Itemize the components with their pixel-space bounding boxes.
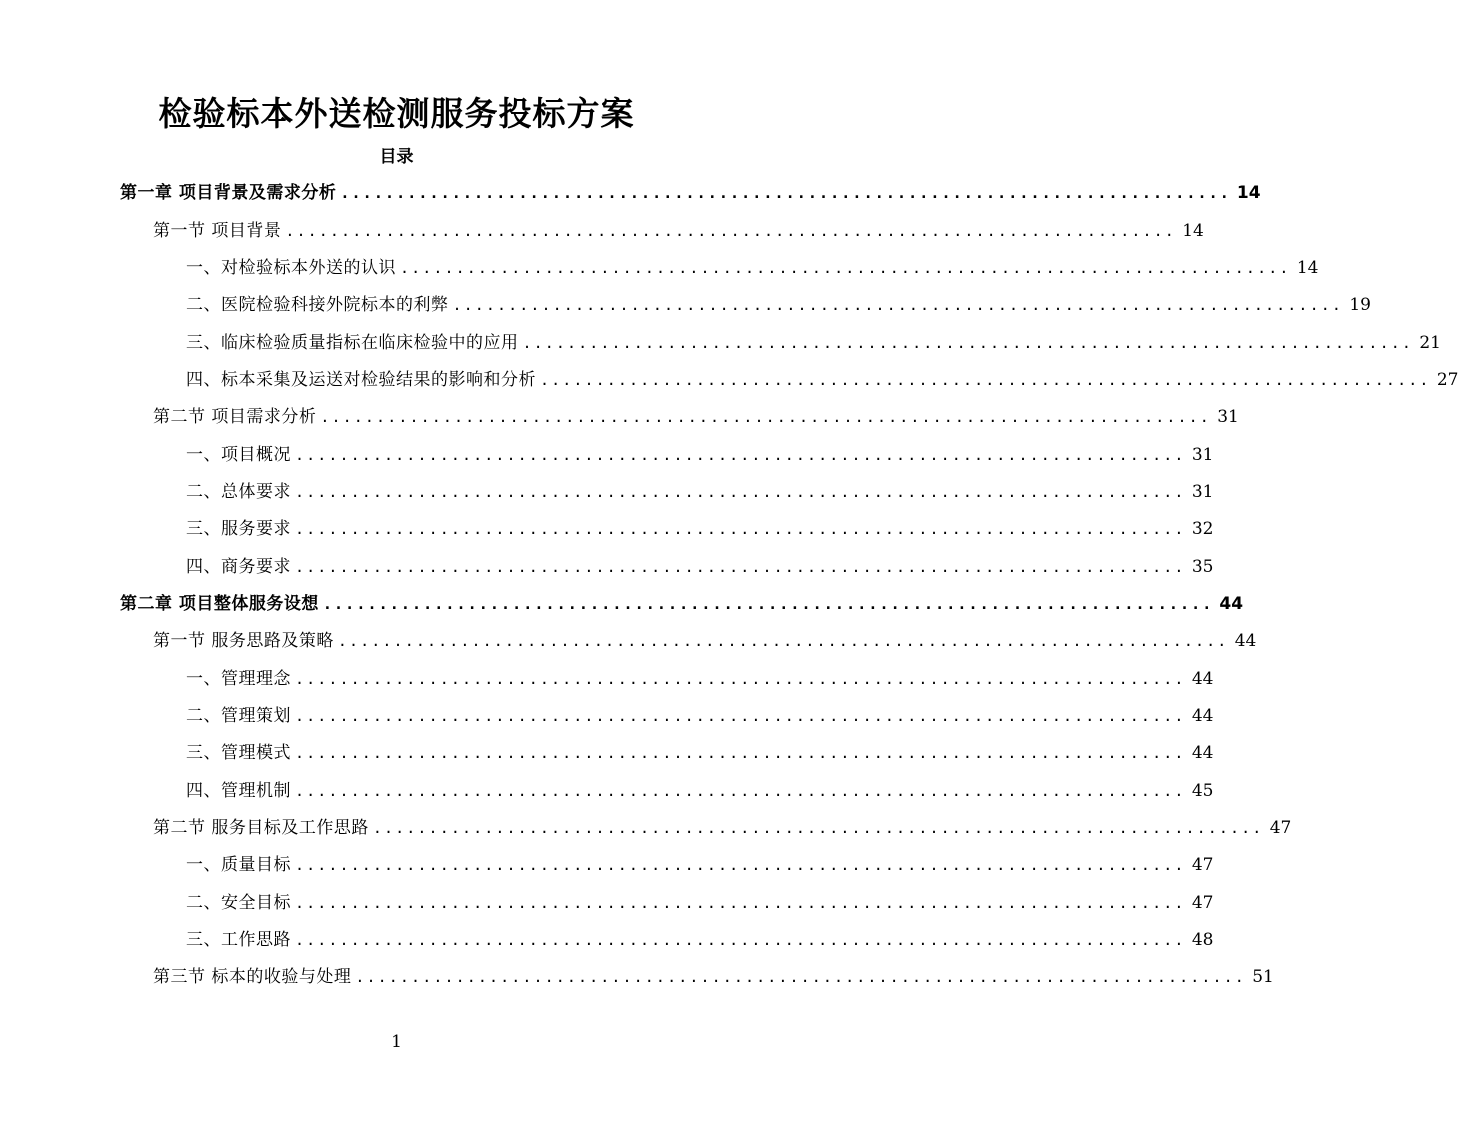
toc-entry-subsection[interactable] — [0, 436, 1214, 473]
toc-entry-page: 47 — [1191, 855, 1214, 876]
toc-entry-page: 31 — [1191, 481, 1214, 502]
toc-entry-page: 14 — [1236, 183, 1261, 204]
toc-dot-leader: ................................................................................ — [295, 520, 1186, 539]
toc-entry-section[interactable] — [0, 399, 1239, 436]
toc-dot-leader: ................................................................................ — [295, 706, 1186, 725]
toc-dot-leader: ................................................................................ — [322, 594, 1214, 613]
toc-dot-leader: ................................................................................ — [295, 931, 1186, 950]
toc-dot-leader: ................................................................................ — [295, 445, 1186, 464]
toc-dot-leader: ................................................................................ — [295, 482, 1186, 501]
toc-dot-leader: ................................................................................ — [295, 744, 1186, 763]
toc-entry-page: 44 — [1191, 668, 1214, 689]
toc-entry-label: 四、商务要求 — [186, 556, 291, 577]
toc-entry-label: 一、质量目标 — [186, 855, 291, 876]
toc-entry-label: 第二章 项目整体服务设想 — [120, 593, 319, 614]
toc-dot-leader: ................................................................................ — [355, 968, 1246, 987]
toc-entry-page: 21 — [1419, 332, 1441, 353]
table-of-contents — [0, 175, 1458, 997]
toc-entry-label: 二、安全目标 — [186, 892, 291, 913]
toc-entry-label: 二、医院检验科接外院标本的利弊 — [186, 295, 449, 316]
toc-dot-leader: ................................................................................ — [295, 669, 1186, 688]
toc-dot-leader: ................................................................................ — [340, 184, 1231, 203]
toc-dot-leader: ................................................................................ — [295, 893, 1186, 912]
toc-entry-label: 一、项目概况 — [186, 444, 291, 465]
toc-entry-section[interactable] — [0, 212, 1204, 249]
toc-heading: 目录 — [379, 147, 414, 167]
toc-dot-leader: ................................................................................ — [295, 557, 1186, 576]
toc-dot-leader: ................................................................................ — [320, 408, 1211, 427]
toc-entry-label: 三、工作思路 — [186, 930, 291, 951]
toc-entry-subsection[interactable] — [0, 885, 1214, 922]
toc-entry-page: 19 — [1349, 295, 1371, 316]
toc-entry-page: 31 — [1191, 444, 1214, 465]
toc-entry-label: 一、管理理念 — [186, 668, 291, 689]
toc-entry-label: 四、标本采集及运送对检验结果的影响和分析 — [186, 369, 536, 390]
toc-dot-leader: ................................................................................ — [372, 819, 1264, 838]
toc-dot-leader: ................................................................................ — [295, 856, 1186, 875]
toc-entry-subsection[interactable] — [0, 287, 1371, 324]
toc-dot-leader: ................................................................................ — [285, 221, 1176, 240]
toc-entry-chapter[interactable] — [0, 586, 1244, 623]
toc-entry-page: 32 — [1191, 519, 1214, 540]
toc-entry-label: 第三节 标本的收验与处理 — [153, 967, 352, 988]
toc-entry-subsection[interactable] — [0, 362, 1458, 399]
toc-entry-label: 第一章 项目背景及需求分析 — [120, 183, 337, 204]
toc-entry-label: 四、管理机制 — [186, 780, 291, 801]
toc-entry-label: 第一节 服务思路及策略 — [153, 631, 334, 652]
toc-dot-leader: ................................................................................ — [522, 333, 1413, 352]
toc-entry-page: 27 — [1436, 369, 1458, 390]
toc-entry-page: 48 — [1191, 930, 1214, 951]
toc-entry-subsection[interactable] — [0, 735, 1214, 772]
toc-entry-page: 14 — [1296, 257, 1319, 278]
toc-entry-page: 47 — [1191, 892, 1214, 913]
toc-entry-page: 35 — [1191, 556, 1214, 577]
toc-entry-page: 51 — [1252, 967, 1274, 988]
toc-dot-leader: ................................................................................ — [400, 258, 1291, 277]
toc-entry-subsection[interactable] — [0, 698, 1214, 735]
toc-entry-subsection[interactable] — [0, 511, 1214, 548]
toc-entry-label: 第一节 项目背景 — [153, 220, 282, 241]
toc-entry-page: 47 — [1269, 818, 1292, 839]
toc-entry-page: 44 — [1191, 705, 1214, 726]
toc-entry-subsection[interactable] — [0, 847, 1214, 884]
toc-dot-leader: ................................................................................ — [452, 296, 1343, 315]
toc-entry-label: 三、临床检验质量指标在临床检验中的应用 — [186, 332, 519, 353]
toc-entry-subsection[interactable] — [0, 660, 1214, 697]
toc-entry-subsection[interactable] — [0, 474, 1214, 511]
toc-entry-subsection[interactable] — [0, 922, 1214, 959]
toc-entry-page: 44 — [1219, 593, 1244, 614]
toc-entry-section[interactable] — [0, 959, 1274, 996]
toc-entry-subsection[interactable] — [0, 548, 1214, 585]
toc-entry-subsection[interactable] — [0, 773, 1214, 810]
toc-entry-label: 三、管理模式 — [186, 743, 291, 764]
toc-entry-label: 二、管理策划 — [186, 705, 291, 726]
toc-entry-label: 第二节 服务目标及工作思路 — [153, 818, 369, 839]
toc-entry-subsection[interactable] — [0, 250, 1319, 287]
document-title: 检验标本外送检测服务投标方案 — [158, 94, 635, 133]
toc-entry-page: 44 — [1191, 743, 1214, 764]
toc-dot-leader: ................................................................................ — [540, 370, 1431, 389]
toc-entry-label: 三、服务要求 — [186, 519, 291, 540]
toc-entry-label: 第二节 项目需求分析 — [153, 407, 317, 428]
toc-entry-label: 一、对检验标本外送的认识 — [186, 257, 396, 278]
toc-entry-section[interactable] — [0, 623, 1257, 660]
toc-dot-leader: ................................................................................ — [337, 632, 1229, 651]
toc-entry-page: 44 — [1234, 631, 1257, 652]
toc-entry-chapter[interactable] — [0, 175, 1261, 212]
toc-entry-page: 45 — [1191, 780, 1214, 801]
page-number: 1 — [391, 1032, 402, 1052]
toc-entry-page: 31 — [1217, 407, 1239, 428]
toc-entry-page: 14 — [1182, 220, 1204, 241]
toc-entry-subsection[interactable] — [0, 324, 1441, 361]
toc-entry-label: 二、总体要求 — [186, 481, 291, 502]
toc-entry-section[interactable] — [0, 810, 1292, 847]
toc-dot-leader: ................................................................................ — [295, 781, 1186, 800]
